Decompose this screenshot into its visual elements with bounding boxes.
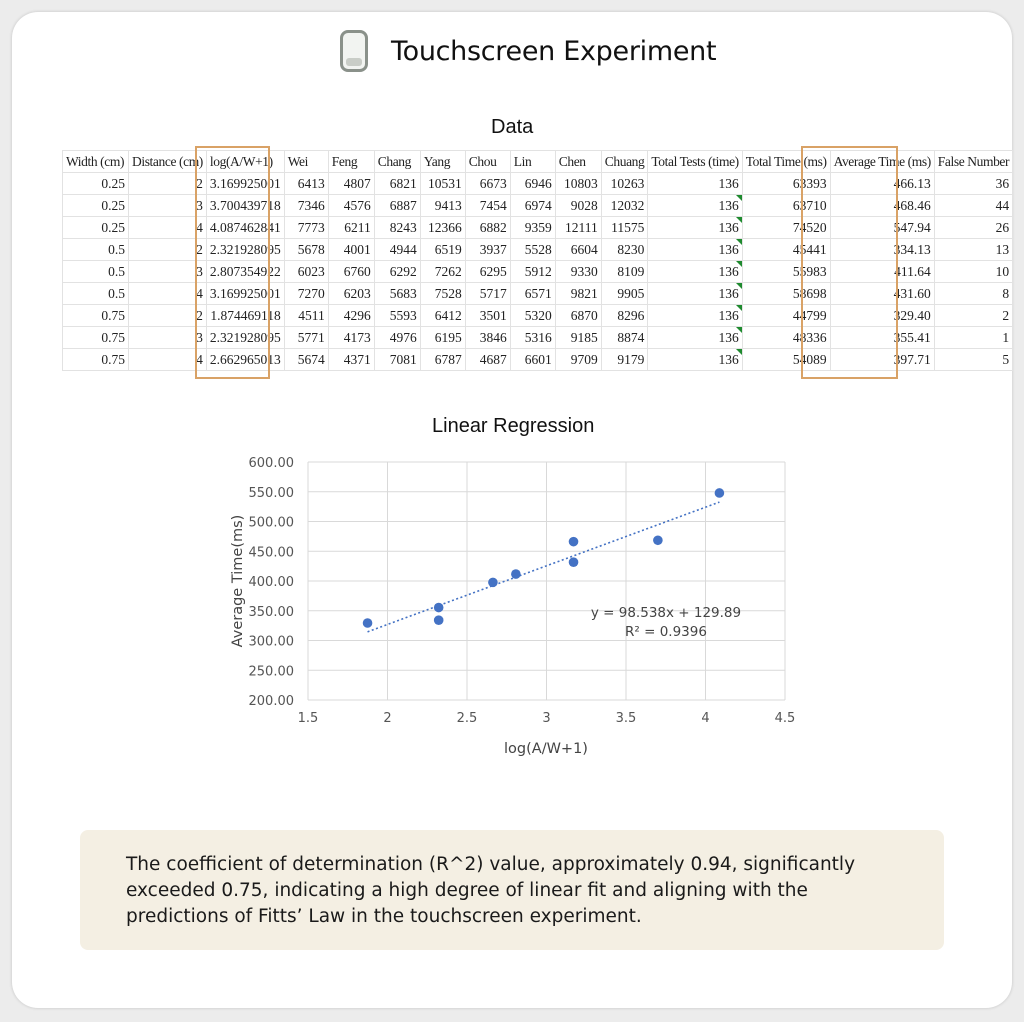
table-cell: 5593 [374, 305, 420, 327]
table-row [63, 173, 1013, 195]
column-header: Distance (cm) [129, 151, 207, 173]
y-tick-label: 450.00 [248, 545, 294, 561]
table-row [63, 349, 1013, 371]
data-point [715, 488, 725, 498]
table-cell: 6946 [510, 173, 555, 195]
table-cell: 329.40 [830, 305, 934, 327]
data-point [363, 618, 373, 628]
table-cell: 5320 [510, 305, 555, 327]
table-cell: 7773 [284, 217, 328, 239]
table-cell: 6760 [328, 261, 374, 283]
column-header: Width (cm) [63, 151, 129, 173]
table-row [63, 195, 1013, 217]
table-cell: 4 [129, 349, 207, 371]
y-tick-label: 200.00 [248, 694, 294, 709]
table-cell: 48336 [742, 327, 830, 349]
table-cell: 6023 [284, 261, 328, 283]
x-tick-label: 4 [701, 711, 710, 726]
table-cell: 5771 [284, 327, 328, 349]
table-cell: 5678 [284, 239, 328, 261]
table-cell: 10803 [555, 173, 601, 195]
table-cell: 1.874469118 [206, 305, 284, 327]
table-row [63, 283, 1013, 305]
header [340, 30, 716, 72]
data-table [62, 150, 1013, 371]
regression-equation: y = 98.538x + 129.89 [590, 605, 742, 621]
table-cell: 0.5 [63, 283, 129, 305]
table-row [63, 305, 1013, 327]
data-section-title: Data [491, 116, 534, 138]
table-cell: 55983 [742, 261, 830, 283]
table-cell: 74520 [742, 217, 830, 239]
table-cell: 2 [129, 239, 207, 261]
table-cell: 44799 [742, 305, 830, 327]
table-cell: 63393 [742, 173, 830, 195]
table-header-row [63, 151, 1013, 173]
chart-grid [308, 462, 785, 700]
table-cell: 8 [934, 283, 1012, 305]
table-cell: 0.25 [63, 217, 129, 239]
table-cell: 466.13 [830, 173, 934, 195]
x-tick-label: 2 [383, 711, 392, 726]
table-cell: 5912 [510, 261, 555, 283]
column-header: Chuang [601, 151, 648, 173]
table-cell: 7270 [284, 283, 328, 305]
table-cell: 3.169925001 [206, 173, 284, 195]
table-cell: 26 [934, 217, 1012, 239]
table-cell: 3846 [465, 327, 510, 349]
column-header: False Number [934, 151, 1012, 173]
table-cell: 9179 [601, 349, 648, 371]
table-row [63, 217, 1013, 239]
table-cell: 9413 [420, 195, 465, 217]
table-cell: 2.662965013 [206, 349, 284, 371]
table-cell: 6295 [465, 261, 510, 283]
table-cell: 3501 [465, 305, 510, 327]
table-cell: 468.46 [830, 195, 934, 217]
table-cell: 7346 [284, 195, 328, 217]
y-tick-label: 300.00 [248, 634, 294, 650]
table-cell: 136 [648, 327, 742, 349]
table-cell: 9905 [601, 283, 648, 305]
x-axis-label: log(A/W+1) [504, 741, 588, 757]
table-cell: 2 [129, 305, 207, 327]
data-point [511, 569, 521, 579]
table-cell: 8874 [601, 327, 648, 349]
table-cell: 136 [648, 217, 742, 239]
x-axis-ticks [298, 711, 796, 726]
table-cell: 6195 [420, 327, 465, 349]
table-cell: 0.75 [63, 327, 129, 349]
table-cell: 6882 [465, 217, 510, 239]
table-cell: 4.087462841 [206, 217, 284, 239]
table-cell: 6292 [374, 261, 420, 283]
table-cell: 12032 [601, 195, 648, 217]
y-tick-label: 500.00 [248, 515, 294, 531]
table-cell: 6211 [328, 217, 374, 239]
column-header: Feng [328, 151, 374, 173]
table-cell: 10263 [601, 173, 648, 195]
page-title: Touchscreen Experiment [391, 35, 717, 67]
column-header: Chou [465, 151, 510, 173]
table-cell: 9028 [555, 195, 601, 217]
table-cell: 6787 [420, 349, 465, 371]
table-cell: 8109 [601, 261, 648, 283]
table-cell: 4576 [328, 195, 374, 217]
table-cell: 9709 [555, 349, 601, 371]
table-cell: 2 [934, 305, 1012, 327]
table-cell: 411.64 [830, 261, 934, 283]
table-cell: 5683 [374, 283, 420, 305]
column-header: Total Time (ms) [742, 151, 830, 173]
table-cell: 4511 [284, 305, 328, 327]
column-header: Average Time (ms) [830, 151, 934, 173]
table-cell: 12111 [555, 217, 601, 239]
regression-chart [220, 450, 810, 770]
table-cell: 6870 [555, 305, 601, 327]
data-point [653, 535, 663, 545]
table-cell: 136 [648, 239, 742, 261]
table-cell: 3937 [465, 239, 510, 261]
table-cell: 11575 [601, 217, 648, 239]
table-cell: 4 [129, 217, 207, 239]
x-tick-label: 3.5 [615, 711, 637, 726]
table-cell: 6673 [465, 173, 510, 195]
table-cell: 2.321928095 [206, 327, 284, 349]
table-cell: 8230 [601, 239, 648, 261]
table-cell: 3.700439718 [206, 195, 284, 217]
column-header: Chen [555, 151, 601, 173]
table-cell: 6571 [510, 283, 555, 305]
table-cell: 4296 [328, 305, 374, 327]
table-cell: 7262 [420, 261, 465, 283]
column-header: Yang [420, 151, 465, 173]
y-tick-label: 250.00 [248, 664, 294, 680]
table-cell: 547.94 [830, 217, 934, 239]
table-cell: 136 [648, 173, 742, 195]
data-point [434, 603, 444, 613]
table-cell: 6604 [555, 239, 601, 261]
table-cell: 44 [934, 195, 1012, 217]
table-cell: 10 [934, 261, 1012, 283]
table-cell: 0.25 [63, 173, 129, 195]
data-point [569, 557, 579, 567]
table-cell: 5316 [510, 327, 555, 349]
table-cell: 136 [648, 283, 742, 305]
table-cell: 2.807354922 [206, 261, 284, 283]
table-cell: 3 [129, 195, 207, 217]
table-cell: 7081 [374, 349, 420, 371]
y-tick-label: 550.00 [248, 485, 294, 501]
summary-note: The coefficient of determination (R^2) value, approximately 0.94, significantly exceeded 0.75, indicating a high degree of linear fit and aligning with the predictions of Fitts’ Law in the touchscreen experiment. [80, 830, 944, 950]
column-header: Lin [510, 151, 555, 173]
table-cell: 6519 [420, 239, 465, 261]
table-cell: 54089 [742, 349, 830, 371]
table-cell: 4 [129, 283, 207, 305]
table-cell: 0.75 [63, 349, 129, 371]
table-cell: 5674 [284, 349, 328, 371]
table-cell: 6821 [374, 173, 420, 195]
table-cell: 5528 [510, 239, 555, 261]
table-row [63, 239, 1013, 261]
table-cell: 10531 [420, 173, 465, 195]
table-cell: 4687 [465, 349, 510, 371]
x-tick-label: 1.5 [297, 711, 319, 726]
table-cell: 4371 [328, 349, 374, 371]
data-point [569, 537, 579, 547]
table-cell: 397.71 [830, 349, 934, 371]
table-cell: 3 [129, 327, 207, 349]
table-cell: 6887 [374, 195, 420, 217]
y-tick-label: 350.00 [248, 604, 294, 620]
table-cell: 4807 [328, 173, 374, 195]
table-cell: 2.321928095 [206, 239, 284, 261]
phone-outline-icon [340, 30, 368, 72]
table-cell: 3.169925001 [206, 283, 284, 305]
table-cell: 8296 [601, 305, 648, 327]
table-cell: 36 [934, 173, 1012, 195]
y-axis-label: Average Time(ms) [230, 514, 246, 648]
y-axis-ticks [249, 456, 295, 709]
table-cell: 136 [648, 305, 742, 327]
table-cell: 136 [648, 195, 742, 217]
table-cell: 3 [129, 261, 207, 283]
r-squared-label: R² = 0.9396 [625, 624, 707, 640]
y-tick-label: 400.00 [248, 575, 294, 590]
column-header: Wei [284, 151, 328, 173]
table-cell: 0.5 [63, 239, 129, 261]
table-cell: 9821 [555, 283, 601, 305]
column-header: log(A/W+1) [206, 151, 284, 173]
x-tick-label: 2.5 [456, 711, 478, 726]
table-cell: 5717 [465, 283, 510, 305]
table-cell: 58698 [742, 283, 830, 305]
table-cell: 4976 [374, 327, 420, 349]
data-point [434, 615, 444, 625]
table-cell: 9330 [555, 261, 601, 283]
table-cell: 334.13 [830, 239, 934, 261]
table-cell: 45441 [742, 239, 830, 261]
y-tick-label: 600.00 [248, 456, 294, 471]
table-cell: 4001 [328, 239, 374, 261]
regression-section-title: Linear Regression [432, 415, 595, 437]
x-tick-label: 4.5 [774, 711, 796, 726]
table-row [63, 327, 1013, 349]
table-cell: 6601 [510, 349, 555, 371]
table-cell: 13 [934, 239, 1012, 261]
table-cell: 7528 [420, 283, 465, 305]
table-cell: 6413 [284, 173, 328, 195]
table-cell: 6203 [328, 283, 374, 305]
table-cell: 4173 [328, 327, 374, 349]
table-row [63, 261, 1013, 283]
table-cell: 9359 [510, 217, 555, 239]
table-cell: 5 [934, 349, 1012, 371]
table-cell: 6974 [510, 195, 555, 217]
table-cell: 7454 [465, 195, 510, 217]
table-cell: 8243 [374, 217, 420, 239]
table-cell: 6412 [420, 305, 465, 327]
column-header: Chang [374, 151, 420, 173]
table-cell: 0.5 [63, 261, 129, 283]
table-cell: 4944 [374, 239, 420, 261]
table-cell: 1 [934, 327, 1012, 349]
data-point [488, 578, 498, 588]
table-cell: 0.25 [63, 195, 129, 217]
table-cell: 2 [129, 173, 207, 195]
table-cell: 63710 [742, 195, 830, 217]
table-cell: 0.75 [63, 305, 129, 327]
table-cell: 9185 [555, 327, 601, 349]
table-cell: 355.41 [830, 327, 934, 349]
table-cell: 136 [648, 261, 742, 283]
table-cell: 12366 [420, 217, 465, 239]
x-tick-label: 3 [542, 711, 551, 726]
column-header: Total Tests (time) [648, 151, 742, 173]
table-cell: 136 [648, 349, 742, 371]
table-cell: 431.60 [830, 283, 934, 305]
